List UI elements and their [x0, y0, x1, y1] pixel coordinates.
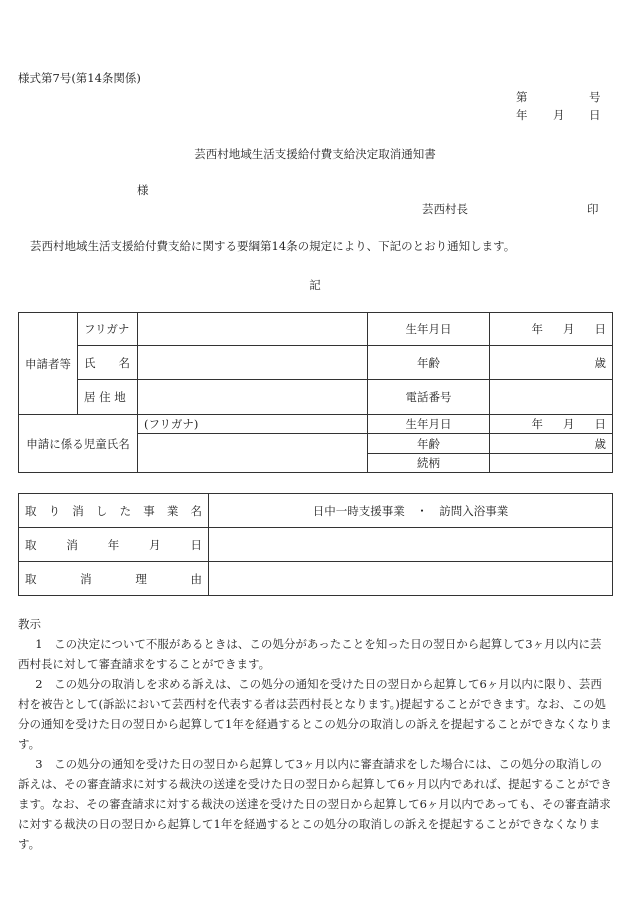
applicant-group-label: 申請者等: [19, 313, 78, 415]
instruction-notes: [18, 614, 612, 854]
child-birthdate-year: 年: [531, 417, 543, 431]
phone-label: 電話番号: [368, 380, 490, 415]
ki-heading: 記: [309, 278, 321, 292]
service-name-label-char: 業: [166, 503, 179, 518]
child-birthdate-day: 日: [594, 417, 606, 431]
age-label: 年齢: [368, 346, 490, 380]
cancel-date-label-char: 取: [25, 537, 37, 552]
service-name-label-char: 名: [190, 503, 202, 518]
date-year: 年: [516, 108, 528, 122]
addressee-suffix: 様: [137, 183, 149, 197]
service-name-label-char: り: [48, 503, 61, 518]
cancel-reason-label-char: 取: [25, 571, 37, 586]
relation-value: [490, 454, 613, 473]
furigana-value: [138, 313, 368, 346]
cancel-reason-label-char: 消: [80, 571, 92, 586]
child-birthdate-month: 月: [563, 417, 575, 431]
relation-label: 続柄: [368, 454, 490, 473]
child-name-label: 申請に係る児童氏名: [19, 415, 138, 473]
service-name-label-char: 事: [143, 503, 155, 518]
body-text: 芸西村地域生活支援給付費支給に関する要綱第14条の規定により、下記のとおり通知します。: [30, 239, 516, 253]
cancel-reason-label-char: 由: [190, 571, 202, 586]
child-name-value: [138, 434, 368, 473]
note-item: 2 この処分の取消しを求める訴えは、この処分の通知を受けた日の翌日から起算して6ヶ月以内に限り、芸西村を被告として(訴訟において芸西村を代表する者は芸西村長となります。)提起することができます。なお、この処分の通知を受けた日の翌日から起算して1年を経過するとこの処分の取消しの訴えを提起することができなくなります。: [18, 677, 612, 751]
birthdate-day: 日: [594, 322, 606, 336]
cancel-reason-label: [19, 562, 209, 596]
cancel-reason-label-char: 理: [135, 571, 147, 586]
note-item: 1 この決定について不服があるときは、この処分があったことを知った日の翌日から起算して3ヶ月以内に芸西村長に対して審査請求をすることができます。: [18, 637, 602, 671]
furigana-label: フリガナ: [78, 313, 138, 346]
cancel-date-label-char: 年: [107, 537, 120, 552]
child-birthdate-value: [490, 415, 613, 434]
cancel-date-label-char: 消: [66, 537, 78, 552]
service-name-value: 日中一時支援事業 ・ 訪問入浴事業: [209, 494, 613, 528]
form-label: 様式第7号(第14条関係): [18, 71, 141, 85]
sender-name: 芸西村長: [422, 202, 468, 216]
birthdate-label: 生年月日: [368, 313, 490, 346]
seal-mark: 印: [587, 202, 599, 216]
cancel-date-value: [209, 528, 613, 562]
birthdate-value: [490, 313, 613, 346]
notes-heading: 教示: [18, 617, 41, 631]
date-month: 月: [553, 108, 565, 122]
child-furigana-label: (フリガナ): [138, 415, 368, 434]
cancel-date-label-char: 月: [149, 537, 161, 552]
note-item: 3 この処分の通知を受けた日の翌日から起算して3ヶ月以内に審査請求をした場合には、この処分の取消しの訴えは、その審査請求に対する裁決の送達を受けた日の翌日から起算して6ヶ月以内であれば、提起することができます。なお、その審査請求に対する裁決の送達を受けた日の翌日から起算して6ヶ月以内であっても、その審査請求に対する裁決の日の翌日から起算して1年を経過するとこの処分の取消しの訴えを提起することができなくなります。: [18, 757, 612, 851]
address-label: 居 住 地: [78, 380, 138, 415]
document-title: 芸西村地域生活支援給付費支給決定取消通知書: [194, 147, 436, 161]
service-name-label: [19, 494, 209, 528]
cancel-table: [18, 493, 613, 596]
cancel-reason-value: [209, 562, 613, 596]
service-name-label-char: 取: [25, 503, 37, 518]
child-age-label: 年齢: [368, 434, 490, 454]
service-name-label-char: た: [119, 503, 132, 518]
applicant-table: [18, 312, 613, 473]
birthdate-year: 年: [531, 322, 543, 336]
name-value: [138, 346, 368, 380]
cancel-date-label-char: 日: [190, 537, 202, 552]
date-day: 日: [589, 108, 601, 122]
name-label: 氏 名: [78, 346, 138, 380]
child-age-unit: 歳: [490, 434, 613, 454]
phone-value: [490, 380, 613, 415]
child-birthdate-label: 生年月日: [368, 415, 490, 434]
number-prefix: 第: [516, 90, 528, 104]
age-unit: 歳: [490, 346, 613, 380]
cancel-date-label: [19, 528, 209, 562]
birthdate-month: 月: [563, 322, 575, 336]
address-value: [138, 380, 368, 415]
service-name-label-char: し: [95, 503, 108, 518]
number-suffix: 号: [589, 90, 601, 104]
service-name-label-char: 消: [72, 503, 84, 518]
